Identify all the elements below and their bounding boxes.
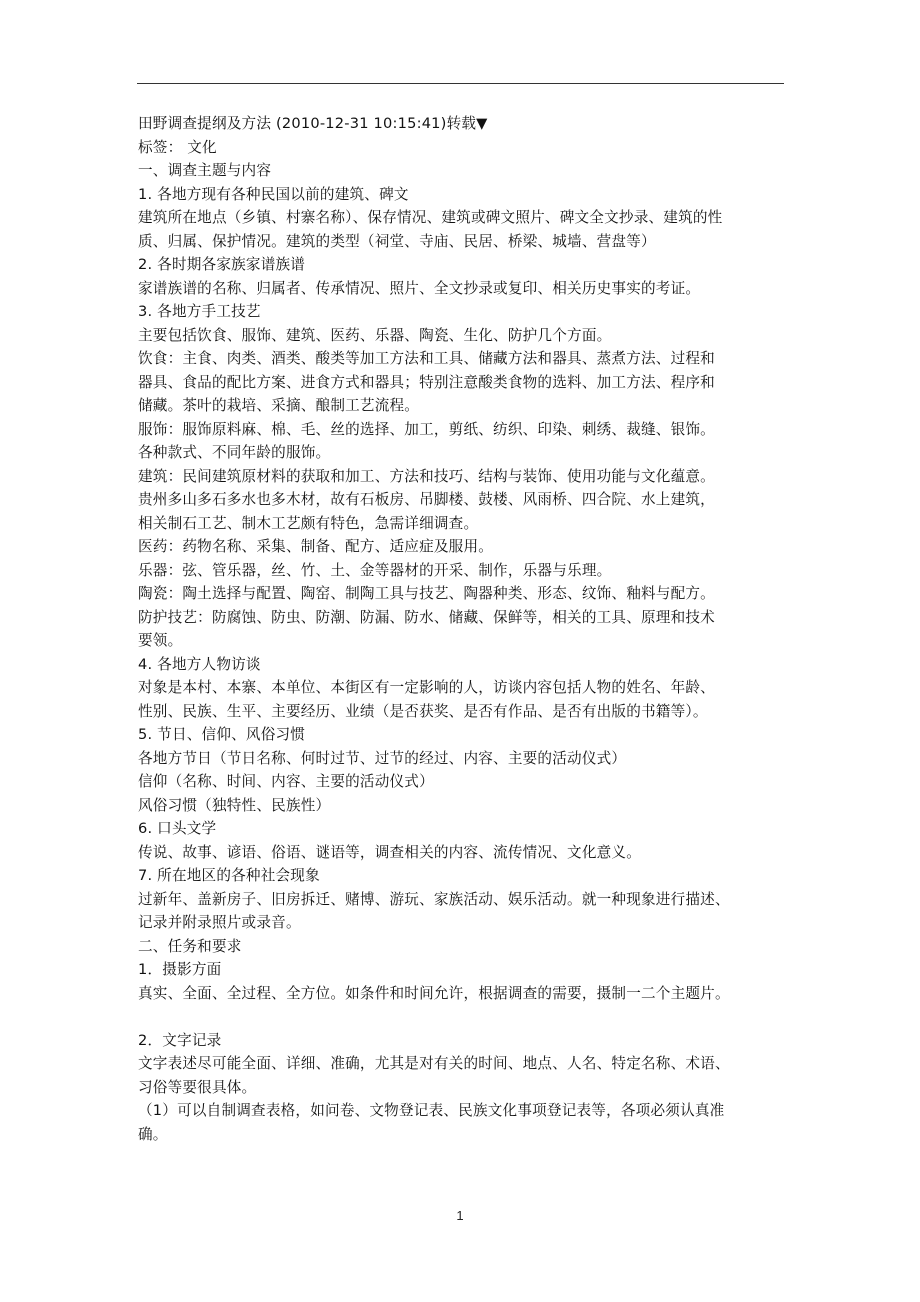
paragraph-line: 乐器：弦、管乐器，丝、竹、土、金等器材的开采、制作，乐器与乐理。 bbox=[138, 561, 612, 579]
paragraph-line: 贵州多山多石多水也多木材，故有石板房、吊脚楼、鼓楼、风雨桥、四合院、水上建筑， bbox=[138, 491, 715, 508]
paragraph-line: 信仰（名称、时间、内容、主要的活动仪式） bbox=[138, 773, 434, 790]
paragraph-line: 质、归属、保护情况。建筑的类型（祠堂、寺庙、民居、桥梁、城墙、营盘等） bbox=[138, 232, 656, 250]
header-rule bbox=[137, 83, 784, 84]
item-heading: 1. 各地方现有各种民国以前的建筑、碑文 bbox=[138, 185, 409, 203]
section-heading-requirements: 二、任务和要求 bbox=[138, 937, 242, 955]
paragraph-line: 习俗等要很具体。 bbox=[138, 1078, 257, 1096]
item-heading: 5. 节日、信仰、风俗习惯 bbox=[138, 726, 306, 743]
paragraph-line: 防护技艺：防腐蚀、防虫、防潮、防漏、防水、储藏、保鲜等，相关的工具、原理和技术 bbox=[138, 608, 715, 626]
paragraph-line: 性别、民族、生平、主要经历、业绩（是否获奖、是否有作品、是否有出版的书籍等）。 bbox=[138, 702, 708, 720]
item-heading: 2. 各时期各家族家谱族谱 bbox=[138, 256, 306, 273]
paragraph-line: 传说、故事、谚语、俗语、谜语等，调查相关的内容、流传情况、文化意义。 bbox=[138, 843, 641, 861]
paragraph-line: 对象是本村、本寨、本单位、本街区有一定影响的人，访谈内容包括人物的姓名、年龄、 bbox=[138, 679, 715, 696]
paragraph-line: 各地方节日（节日名称、何时过节、过节的经过、内容、主要的活动仪式） bbox=[138, 749, 627, 767]
section-heading-topics: 一、调查主题与内容 bbox=[138, 162, 272, 179]
paragraph-line: 相关制石工艺、制木工艺颇有特色，急需详细调查。 bbox=[138, 514, 479, 532]
paragraph-line: 服饰：服饰原料麻、棉、毛、丝的选择、加工，剪纸、纺织、印染、刺绣、裁缝、银饰。 bbox=[138, 420, 715, 438]
document-title: 田野调查提纲及方法 (2010-12-31 10:15:41)转载▼ bbox=[138, 115, 488, 132]
paragraph-line: 主要包括饮食、服饰、建筑、医药、乐器、陶瓷、生化、防护几个方面。 bbox=[138, 326, 612, 344]
paragraph-line: 医药：药物名称、采集、制备、配方、适应症及服用。 bbox=[138, 538, 494, 555]
document-body bbox=[138, 112, 788, 1146]
paragraph-line: 确。 bbox=[138, 1125, 168, 1143]
paragraph-line: 陶瓷：陶土选择与配置、陶窑、制陶工具与技艺、陶器种类、形态、纹饰、釉料与配方。 bbox=[138, 585, 715, 602]
paragraph-line: （1）可以自制调查表格，如问卷、文物登记表、民族文化事项登记表等，各项必须认真准 bbox=[138, 1102, 725, 1119]
paragraph-line: 文字表述尽可能全面、详细、准确，尤其是对有关的时间、地点、人名、特定名称、术语、 bbox=[138, 1055, 730, 1072]
item-heading: 7. 所在地区的各种社会现象 bbox=[138, 867, 320, 884]
page-number: 1 bbox=[456, 1208, 464, 1223]
paragraph-line: 各种款式、不同年龄的服饰。 bbox=[138, 444, 331, 461]
paragraph-line: 家谱族谱的名称、归属者、传承情况、照片、全文抄录或复印、相关历史事实的考证。 bbox=[138, 279, 701, 297]
paragraph-line: 要领。 bbox=[138, 632, 183, 649]
paragraph-line: 饮食：主食、肉类、酒类、酸类等加工方法和工具、储藏方法和器具、蒸煮方法、过程和 bbox=[138, 350, 715, 367]
item-heading: 3. 各地方手工技艺 bbox=[138, 303, 261, 320]
blank-line bbox=[138, 1005, 788, 1029]
paragraph-line: 记录并附录照片或录音。 bbox=[138, 914, 301, 931]
paragraph-line: 储藏。茶叶的栽培、采摘、酿制工艺流程。 bbox=[138, 397, 420, 414]
tags-line: 标签： 文化 bbox=[138, 138, 217, 156]
paragraph-line: 过新年、盖新房子、旧房拆迁、赌博、游玩、家族活动、娱乐活动。就一种现象进行描述、 bbox=[138, 890, 730, 908]
requirement-heading: 1．摄影方面 bbox=[138, 961, 222, 978]
paragraph-line: 器具、食品的配比方案、进食方式和器具；特别注意酸类食物的选料、加工方法、程序和 bbox=[138, 373, 715, 391]
requirement-heading: 2．文字记录 bbox=[138, 1031, 222, 1049]
paragraph-line: 风俗习惯（独特性、民族性） bbox=[138, 796, 331, 814]
item-heading: 6. 口头文学 bbox=[138, 820, 217, 837]
paragraph-line: 真实、全面、全过程、全方位。如条件和时间允许，根据调查的需要，摄制一二个主题片。 bbox=[138, 984, 730, 1002]
item-heading: 4. 各地方人物访谈 bbox=[138, 655, 261, 673]
paragraph-line: 建筑所在地点（乡镇、村寨名称）、保存情况、建筑或碑文照片、碑文全文抄录、建筑的性 bbox=[138, 209, 723, 226]
paragraph-line: 建筑：民间建筑原材料的获取和加工、方法和技巧、结构与装饰、使用功能与文化蕴意。 bbox=[138, 467, 715, 485]
